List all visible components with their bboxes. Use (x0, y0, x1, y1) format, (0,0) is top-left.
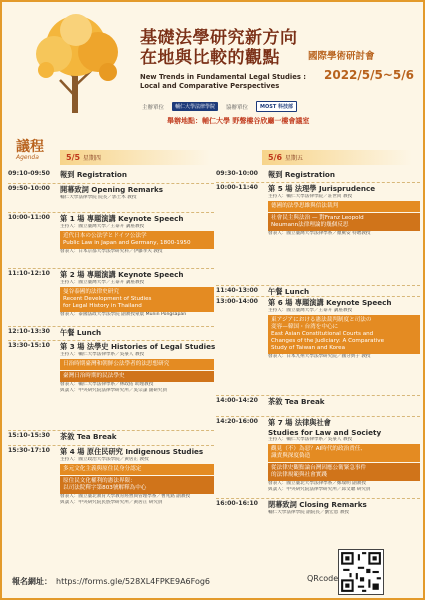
session-title: 第 7 場 法律與社會 (268, 418, 331, 427)
session-title: 報到 Registration (268, 170, 335, 179)
session-time: 09:50-10:00 (8, 185, 50, 192)
paper-title-line: 觀見（不）為惡？AI時代的政治責任、 (271, 446, 366, 453)
session-title: 第 6 場 專題演講 Keynote Speech (268, 298, 392, 307)
session-body (268, 184, 420, 237)
paper-title-box (60, 231, 214, 249)
paper-title-line: 東アジアにおける憲法裁判制度と司法の (271, 317, 372, 324)
session-speaker: 發表人：國立臺灣大學法律學系／顏厥安 特聘教授 (268, 231, 371, 237)
session-body (60, 447, 214, 507)
session-time: 13:30-15:10 (8, 342, 50, 349)
paper-title-box (60, 464, 214, 475)
paper-title-line: 臺灣日治時期的民法學史 (63, 373, 125, 380)
session-chair: 主持人：國立臺灣大學／王泰升 講座教授 (268, 308, 353, 313)
session-chair: 主持人：國立臺灣大學／王泰升 講座教授 (60, 224, 145, 229)
session-chair: 主持人：輔仁大學法律學院／莊世同 教授 (268, 194, 353, 199)
paper-title-line: 日治時期臺灣和朝鮮公法學者的法思想研究 (63, 361, 170, 368)
session-divider (8, 430, 214, 431)
paper-title-line: 曼谷泰國的法律史研究 (63, 289, 119, 296)
registration-link[interactable]: https://forms.gle/528XL4FPKE9A6Fog6 (56, 577, 211, 586)
coorganizer-logo: MOST 科技部 (256, 101, 297, 112)
venue: 舉辦地點：輔仁大學 野聲樓谷欣廳一樓會議室 (167, 117, 310, 125)
session-divider (8, 212, 214, 213)
session-time: 10:00-11:40 (216, 184, 258, 191)
day1-tab (60, 150, 210, 165)
session-title: 報到 Registration (60, 170, 127, 179)
day2-tab (262, 150, 412, 165)
session-speaker: 發表人：泰國法政大學法學院 副教授蒙農 Munin Pongsapan (60, 312, 187, 318)
paper-title-line: 的法律規範與社會實踐 (271, 472, 327, 479)
session-divider (216, 285, 420, 286)
paper-title-line: 識責與深度偽造 (271, 453, 311, 460)
paper-title-line: 多元文化主義與原住民身分認定 (63, 466, 142, 473)
title-line-1: 基礎法學研究新方向 (140, 28, 298, 48)
session-chair: 主持人：國立臺灣大學／王泰升 講座教授 (60, 280, 145, 285)
session-title: 茶敘 Tea Break (60, 432, 117, 441)
session-body (60, 170, 214, 180)
title-chinese (140, 28, 298, 68)
session-time: 13:00-14:00 (216, 298, 258, 305)
agenda-label (16, 140, 44, 161)
session-speaker: 發表人：日本九州大學法學研究院／國分典子 教授 (268, 354, 371, 360)
session-body (60, 432, 214, 442)
title-line-2: 在地與比較的觀點 (140, 48, 280, 68)
session-time: 09:10-09:50 (8, 170, 50, 177)
session-title: 午餐 Lunch (268, 287, 310, 296)
paper-title-line: 原住民文化權利的憲法界限： (63, 478, 136, 485)
organizers (142, 101, 297, 112)
session-body (268, 418, 420, 494)
session-time: 14:00-14:20 (216, 397, 258, 404)
session-time: 11:40-13:00 (216, 287, 258, 294)
qr-code-icon[interactable] (338, 549, 384, 595)
session-chair: 主持人：輔仁大學法律學系／吳豪人 教授 (60, 352, 145, 357)
session-speaker: 發表人：國立臺北大學法律學系／鄭瑞明 副教授 (268, 481, 366, 487)
session-chair: 輔仁大學法律學院 院長／郭土木 教授 (60, 195, 137, 200)
session-chair: 主持人：國立政治大學法學院／黃居正 教授 (60, 457, 149, 462)
session-title: 第 5 場 法理學 Jurisprudence (268, 184, 376, 193)
session-divider (8, 326, 214, 327)
paper-title-line: Changes of the Judiciary: A Comparative (271, 338, 385, 345)
session-divider (8, 183, 214, 184)
registration-label: 報名網址： (12, 577, 52, 586)
session-divider (216, 182, 420, 183)
session-time: 15:10-15:30 (8, 432, 50, 439)
paper-title-box (60, 476, 214, 494)
session-speaker: 發表人：輔仁大學法律學系／林政佑 助理教授 (60, 382, 154, 388)
session-chair: 輔仁大學法律學院 副院長／劉宏恩 教授 (268, 510, 350, 515)
session-time: 11:10-12:10 (8, 270, 50, 277)
session-title-en: Studies for Law and Society (268, 428, 382, 437)
paper-title-box (268, 315, 420, 354)
session-speaker: 與談人：中央研究院法律學研究所／吳宗謀 副研究員 (60, 388, 168, 394)
session-divider (8, 268, 214, 269)
session-title: 午餐 Lunch (60, 328, 102, 337)
event-date: 2022/5/5~5/6 (324, 68, 414, 82)
session-divider (216, 395, 420, 396)
title-english: New Trends in Fundamental Legal Studies : Local and Comparative Perspectives (140, 73, 306, 90)
paper-title-line: Neumann法律理論的幾個反思 (271, 222, 349, 229)
session-title: 開幕致詞 Opening Remarks (60, 185, 164, 194)
session-title: 第 4 場 原住民研究 Indigenous Studies (60, 447, 204, 456)
day2-weekday: 星期五 (284, 155, 303, 162)
coorganizer-label: 協辦單位 (226, 104, 249, 111)
paper-title-box (268, 201, 420, 212)
session-speaker: 與談人：中央研究院民族學研究所／黃居正 研究員 (60, 500, 163, 506)
session-body (268, 170, 420, 180)
session-body (60, 270, 214, 318)
session-speaker: 發表人：日本京都大學法學研究科／伊藤孝夫 教授 (60, 249, 163, 255)
organizer-logo: 輔仁大學法律學院 (172, 102, 218, 111)
day2-date: 5/6 (268, 153, 283, 162)
agenda-en: Agenda (16, 154, 39, 161)
paper-title-line: Recent Development of Studies (63, 296, 152, 303)
session-title: 閉幕致詞 Closing Remarks (268, 500, 367, 509)
paper-title-line: 從法律史觀點論台灣因應公衛緊急事件 (271, 465, 367, 472)
session-chair: 主持人：輔仁大學法律學系／吳豪人 教授 (268, 437, 353, 442)
session-time: 12:10-13:30 (8, 328, 50, 335)
session-time: 10:00-11:00 (8, 214, 50, 221)
paper-title-line: East Asian Constitutional Courts and (271, 331, 374, 338)
paper-title-line: 德國的法學思維與信法裁判 (271, 203, 339, 210)
session-title: 第 2 場 專題演講 Keynote Speech (60, 270, 184, 279)
agenda-zh: 議程 (16, 139, 44, 155)
paper-title-box (268, 444, 420, 462)
session-body (268, 397, 420, 407)
registration-footer (12, 576, 210, 587)
day1-date: 5/5 (66, 153, 81, 162)
paper-title-line: Public Law in Japan and Germany, 1800-1950 (63, 240, 191, 247)
session-title: 茶敘 Tea Break (268, 397, 325, 406)
session-body (60, 185, 214, 201)
session-body (268, 500, 420, 516)
session-body (268, 298, 420, 360)
session-time: 15:30-17:10 (8, 447, 50, 454)
paper-title-line: 変容—韓国・台湾を中心に (271, 324, 339, 331)
organizer-label: 主辦單位 (142, 104, 165, 111)
tree-logo-icon (16, 8, 136, 118)
session-divider (8, 340, 214, 341)
paper-title-box (60, 287, 214, 312)
paper-title-box (268, 463, 420, 481)
session-time: 16:00-16:10 (216, 500, 258, 507)
session-body (60, 214, 214, 255)
session-body (60, 328, 214, 338)
session-speaker: 發表人：國立臺北教育大學教育經營與管理學系／曹兆銘 副教授 (60, 494, 191, 500)
title-subtitle: 國際學術研討會 (308, 51, 375, 62)
session-speaker: 與談人：中央研究院法律學研究所／邱文聰 研究員 (268, 487, 371, 493)
paper-title-box (268, 213, 420, 231)
session-divider (8, 445, 214, 446)
session-body (60, 342, 214, 395)
session-divider (216, 296, 420, 297)
paper-title-line: Study of Taiwan and Korea (271, 345, 346, 352)
session-title: 第 1 場 專題演講 Keynote Speech (60, 214, 184, 223)
paper-title-line: 以司法院釋字第803號解釋為中心 (63, 485, 147, 492)
paper-title-box (60, 359, 214, 370)
paper-title-line: 近代日本の公法学とドイツ公法学 (63, 233, 147, 240)
session-time: 14:20-16:00 (216, 418, 258, 425)
session-divider (216, 416, 420, 417)
paper-title-line: for Legal History in Thailand (63, 303, 142, 310)
paper-title-box (60, 371, 214, 382)
qr-label: QRcode (307, 574, 339, 583)
day1-weekday: 星期四 (82, 155, 101, 162)
paper-title-line: 社會民主與法治 — 對Franz Leopold (271, 215, 364, 222)
session-time: 09:30-10:00 (216, 170, 258, 177)
session-title: 第 3 場 法學史 Histories of Legal Studies (60, 342, 216, 351)
session-divider (216, 498, 420, 499)
